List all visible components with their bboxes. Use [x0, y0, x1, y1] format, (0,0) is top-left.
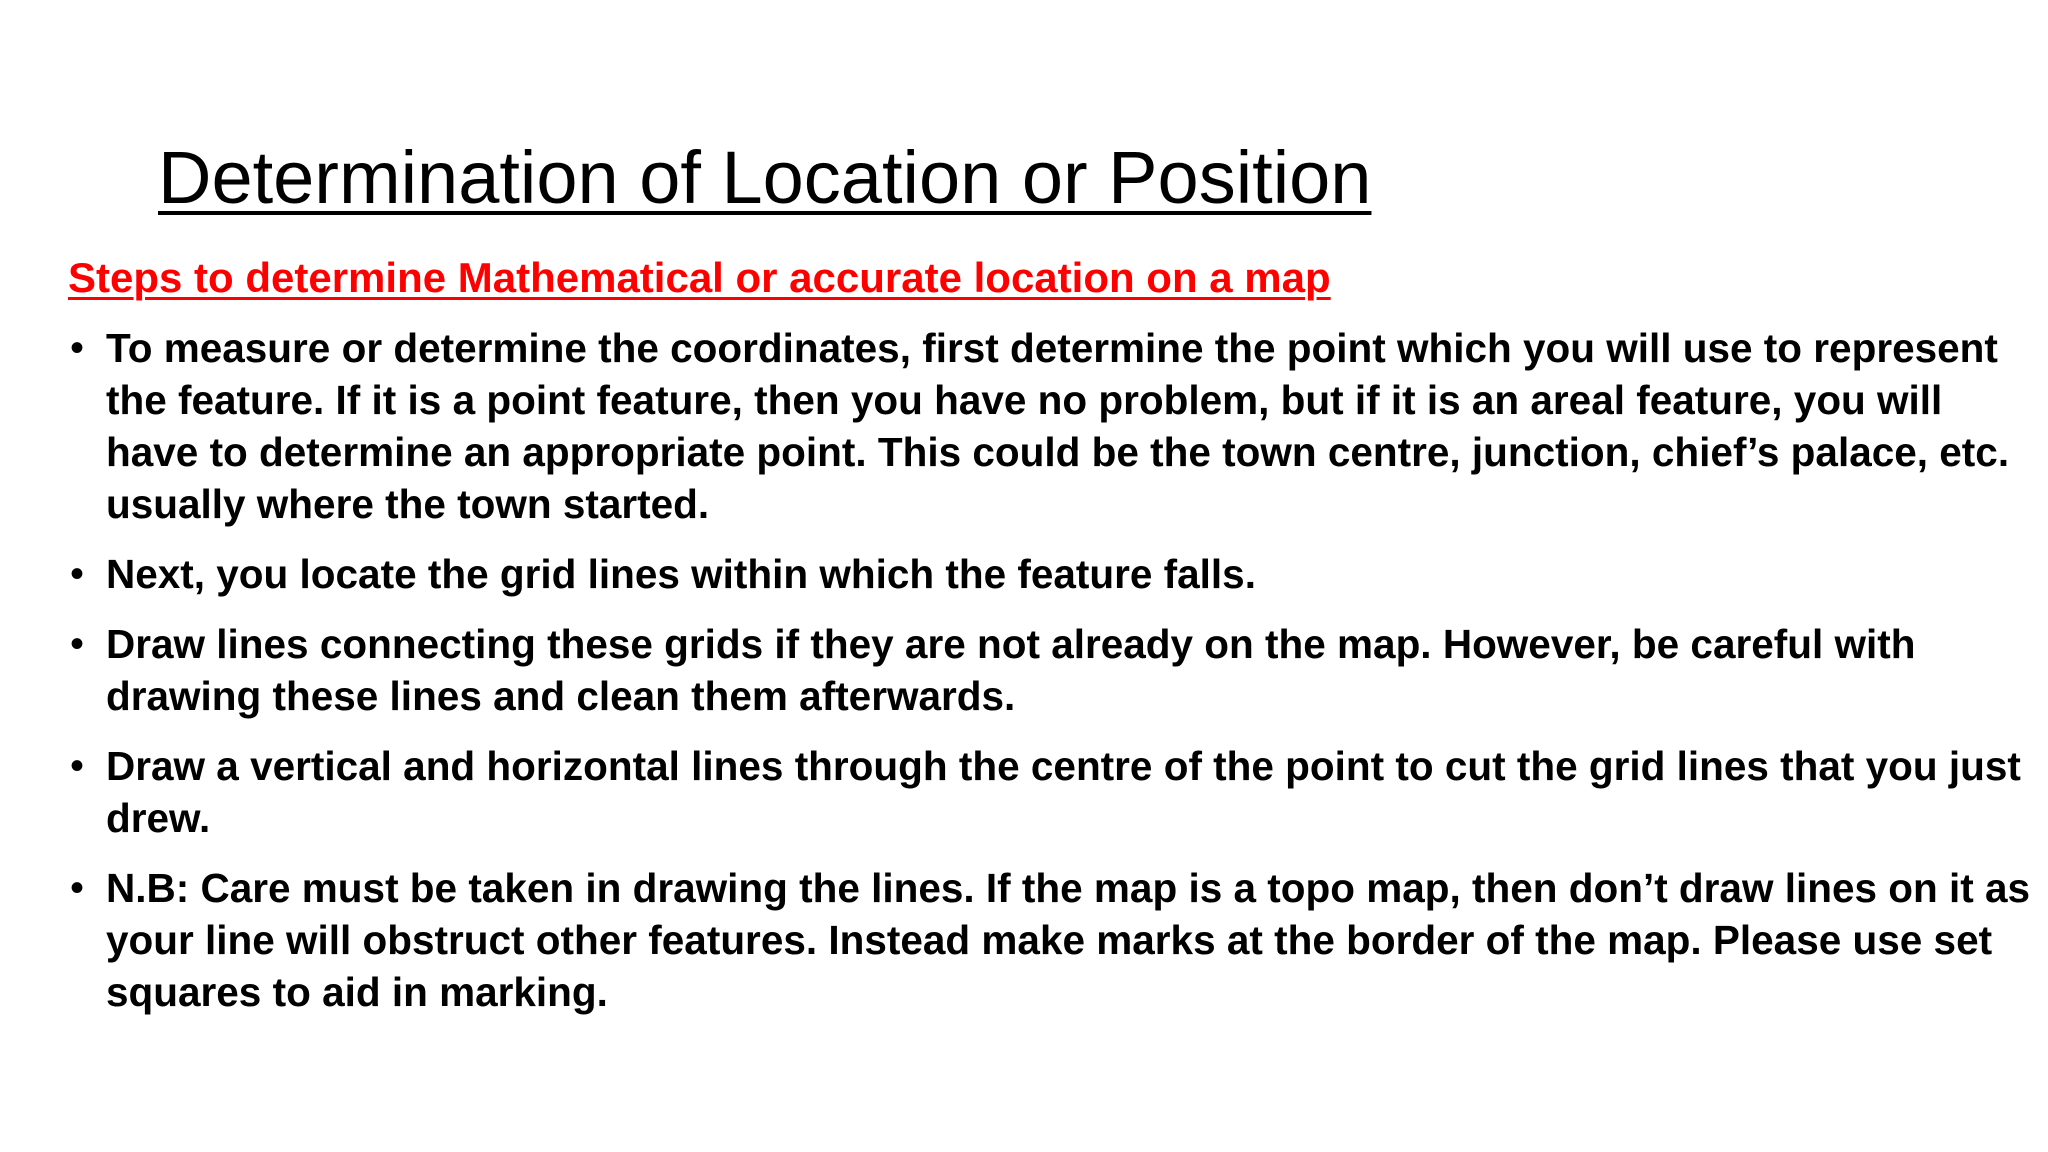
bullet-icon: • [70, 744, 85, 788]
bullet-text: Draw lines connecting these grids if they are not already on the map. However, be careful with drawing these lines and clean them afterwards. [106, 621, 1916, 719]
bullet-icon: • [70, 552, 85, 596]
bullet-text: Draw a vertical and horizontal lines through the centre of the point to cut the grid lines that you just drew. [106, 743, 2021, 841]
bullet-item [68, 548, 2040, 600]
bullet-icon: • [70, 866, 85, 910]
bullet-text: Next, you locate the grid lines within which the feature falls. [106, 551, 1256, 597]
slide-subtitle: Steps to determine Mathematical or accurate location on a map [68, 254, 1331, 301]
bullet-item [68, 740, 2040, 844]
slide-title: Determination of Location or Position [158, 136, 1372, 219]
bullet-text: To measure or determine the coordinates, first determine the point which you will use to represent the feature. If it is a point feature, then you have no problem, but if it is an areal feature, you will have to determine an appropriate point. This could be the town centre, junction, chief’s palace, etc. usually where the town started. [106, 325, 2010, 527]
bullet-item [68, 862, 2040, 1018]
bullet-icon: • [70, 622, 85, 666]
bullet-text: N.B: Care must be taken in drawing the lines. If the map is a topo map, then don’t draw lines on it as your line will obstruct other features. Instead make marks at the border of the map. Please use set squares to aid in marking. [106, 865, 2031, 1015]
bullet-item [68, 618, 2040, 722]
bullet-icon: • [70, 326, 85, 370]
bullet-item [68, 322, 2040, 530]
bullet-list [68, 322, 2040, 1036]
